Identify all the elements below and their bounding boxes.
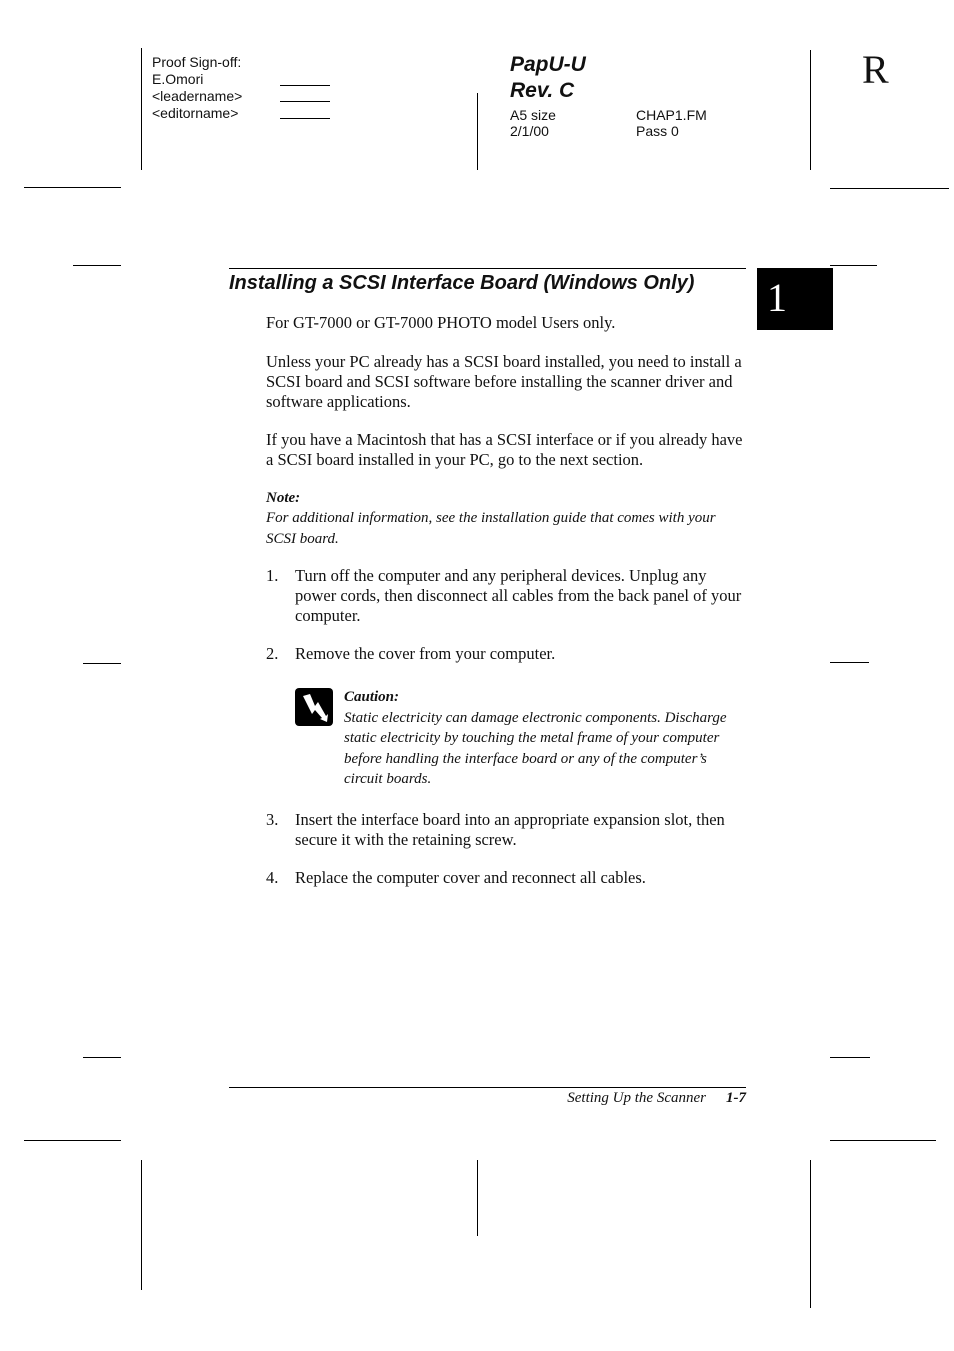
paragraph: For GT-7000 or GT-7000 PHOTO model Users only. xyxy=(266,313,616,332)
footer-chapter-title: Setting Up the Scanner xyxy=(567,1090,706,1106)
paragraph: Unless your PC already has a SCSI board installed, you need to install a SCSI board and SCSI software before installing the scanner driver and software applications. xyxy=(266,352,742,411)
crop-mark xyxy=(141,1160,142,1290)
crop-mark xyxy=(810,1160,811,1308)
step-text: Remove the cover from your computer. xyxy=(295,644,556,663)
chapter-tab-number: 1 xyxy=(767,275,787,320)
crop-mark xyxy=(830,188,949,189)
chapter-tab xyxy=(757,268,833,330)
crop-mark xyxy=(83,663,121,664)
step-text: Turn off the computer and any peripheral devices. Unplug any power cords, then disconnect all cables from the back panel of your computer. xyxy=(295,566,742,625)
caution-label: Caution: xyxy=(344,689,400,705)
proof-signoff-label: Proof Sign-off: xyxy=(152,54,242,70)
crop-mark xyxy=(830,1057,870,1058)
meta-date: 2/1/00 xyxy=(510,123,549,139)
crop-mark xyxy=(141,48,142,170)
section-heading: Installing a SCSI Interface Board (Windows Only) xyxy=(229,272,695,294)
caution-lightning-icon xyxy=(295,688,333,726)
crop-mark xyxy=(830,662,869,663)
crop-mark xyxy=(24,187,121,188)
document-title-name: PapU-U xyxy=(510,53,586,76)
step-text: Replace the computer cover and reconnect all cables. xyxy=(295,868,646,887)
step-number: 1. xyxy=(266,566,279,585)
step-number: 3. xyxy=(266,810,279,829)
document-title xyxy=(510,52,586,104)
crop-mark xyxy=(73,265,121,266)
page-footer xyxy=(229,1090,746,1107)
note xyxy=(266,488,746,509)
proof-signoff-author: E.Omori xyxy=(152,71,204,87)
crop-mark xyxy=(810,50,811,170)
footer-rule xyxy=(229,1087,746,1088)
signature-blank-line xyxy=(280,118,330,119)
step-number: 2. xyxy=(266,644,279,663)
meta-size: A5 size xyxy=(510,107,556,123)
caution xyxy=(344,687,749,790)
step-text: Insert the interface board into an appropriate expansion slot, then secure it with the retaining screw. xyxy=(295,810,725,849)
caution-text: Static electricity can damage electronic components. Discharge static electricity by touching the metal frame of your computer before handling the interface board or any of the computer’s circuit boards. xyxy=(344,709,727,787)
heading-rule xyxy=(229,268,746,269)
page-number: 1-7 xyxy=(726,1090,746,1106)
meta-pass: Pass 0 xyxy=(636,123,679,139)
proof-signoff-leader: <leadername> xyxy=(152,88,243,104)
crop-mark xyxy=(24,1140,121,1141)
proof-signoff xyxy=(152,54,242,122)
crop-mark xyxy=(830,265,877,266)
proof-signoff-editor: <editorname> xyxy=(152,105,239,121)
signature-blank-line xyxy=(280,85,330,86)
crop-mark xyxy=(477,93,478,170)
step-number: 4. xyxy=(266,868,279,887)
meta-file: CHAP1.FM xyxy=(636,107,707,123)
crop-mark xyxy=(830,1140,936,1141)
signature-blank-line xyxy=(280,101,330,102)
corner-letter: R xyxy=(862,47,889,92)
note-text: For additional information, see the installation guide that comes with your SCSI board. xyxy=(266,510,716,547)
paragraph: If you have a Macintosh that has a SCSI interface or if you already have a SCSI board installed in your PC, go to the next section. xyxy=(266,430,743,469)
document-title-revision: Rev. C xyxy=(510,79,575,102)
note-label: Note: xyxy=(266,490,301,506)
crop-mark xyxy=(83,1057,121,1058)
crop-mark xyxy=(477,1160,478,1236)
